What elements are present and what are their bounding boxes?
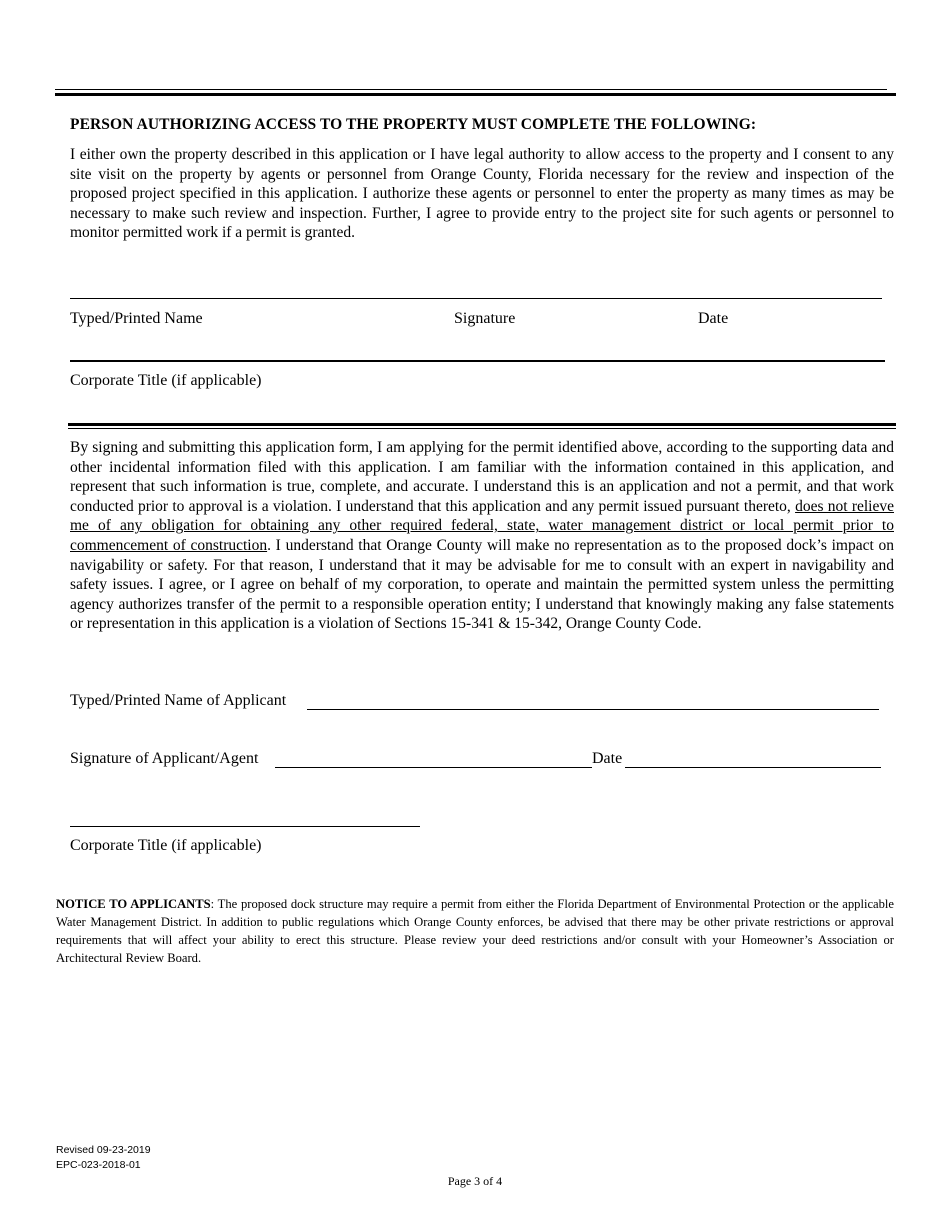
applicant-statement — [70, 438, 894, 634]
top-rule-thin — [55, 89, 887, 90]
applicant-signature-line[interactable] — [275, 767, 592, 768]
top-rule-thick — [55, 93, 896, 96]
revised-date: Revised 09-23-2019 — [56, 1144, 151, 1156]
notice-to-applicants — [56, 895, 894, 967]
signature-label: Signature — [454, 310, 516, 327]
statement-part1: By signing and submitting this application form, I am applying for the permit identified above, according to the supporting data and other incidental information filed with this application. I am familiar with the information contained in this application, and represent that such information is true, complete, and accurate. I understand this is an application and not a permit, and that work conducted prior to approval is a violation. I understand that this application and any permit issued pursuant thereto, — [70, 439, 894, 515]
applicant-name-label: Typed/Printed Name of Applicant — [70, 692, 287, 709]
date-label: Date — [698, 310, 729, 327]
applicant-name-line[interactable] — [307, 709, 879, 710]
typed-name-label: Typed/Printed Name — [70, 310, 203, 327]
statement-underlined: does not relieve me of any obligation for obtaining any other required federal, state, water management district or local permit prior to commencement of construction — [70, 497, 894, 554]
section-rule-thick — [68, 423, 896, 426]
section-rule-thin — [68, 428, 896, 429]
corporate-title-line[interactable] — [70, 360, 885, 362]
applicant-date-label: Date — [592, 750, 623, 767]
applicant-corporate-title-line[interactable] — [70, 826, 420, 827]
authorization-heading: PERSON AUTHORIZING ACCESS TO THE PROPERTY MUST COMPLETE THE FOLLOWING: — [70, 116, 757, 133]
applicant-date-line[interactable] — [625, 767, 881, 768]
authorization-body: I either own the property described in this application or I have legal authority to allow access to the property and I consent to any site visit on the property by agents or personnel from Orange County, Florida necessary for the review and inspection of the proposed project specified in this application. I authorize these agents or personnel to enter the property as many times as may be necessary to make such review and inspection. Further, I agree to provide entry to the project site for such agents or personnel to monitor permitted work if a permit is granted. — [70, 146, 894, 242]
form-code: EPC-023-2018-01 — [56, 1159, 141, 1171]
corporate-title-label: Corporate Title (if applicable) — [70, 372, 262, 389]
notice-text: : The proposed dock structure may require a permit from either the Florida Department of Environmental Protection or the applicable Water Management District. In addition to public regulations which Orange County enforces, be advised that there may be other private restrictions or approval requirements that will affect your ability to erect this structure. Please review your deed restrictions and/or consult with your Homeowner’s Association or Architectural Review Board. — [56, 897, 895, 965]
notice-title: NOTICE TO APPLICANTS — [56, 897, 211, 911]
name-signature-date-line[interactable] — [70, 298, 882, 299]
page-number: Page 3 of 4 — [447, 1174, 503, 1188]
applicant-corporate-title-label: Corporate Title (if applicable) — [70, 837, 262, 854]
applicant-signature-label: Signature of Applicant/Agent — [70, 750, 259, 767]
statement-part2: . I understand that Orange County will make no representation as to the proposed dock’s impact on navigability or safety. For that reason, I understand that it may be advisable for me to consult with an expert in navigability and safety issues. I agree, or I agree on behalf of my corporation, to operate and maintain the permitted system unless the permitting agency authorizes transfer of the permit to a responsible operation entity; I understand that knowingly making any false statements or representation in this application is a violation of Sections 15-341 & 15-342, Orange County Code. — [70, 536, 894, 633]
